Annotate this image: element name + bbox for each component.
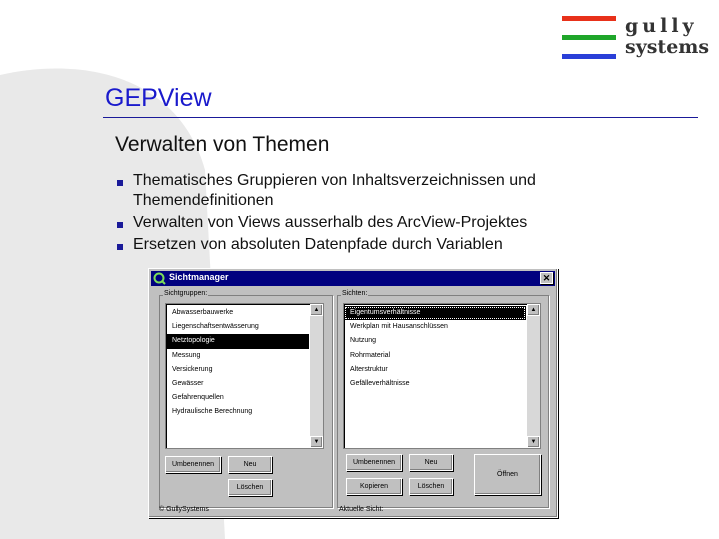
current-view-status: Aktuelle Sicht:: [339, 506, 384, 513]
scroll-down-arrow-icon[interactable]: ▼: [310, 436, 323, 448]
vertical-scrollbar[interactable]: [527, 304, 540, 448]
window-title: Sichtmanager: [169, 272, 229, 282]
sichtgruppen-label: Sichtgruppen:: [164, 290, 208, 297]
list-item[interactable]: Hydraulische Berechnung: [172, 408, 253, 416]
sichtgruppen-list[interactable]: [165, 303, 324, 449]
group-new-button[interactable]: Neu: [228, 456, 272, 473]
scroll-up-arrow-icon[interactable]: ▲: [527, 304, 540, 316]
bullet-text: Thematisches Gruppieren von Inhaltsverzeichnissen und Themendefinitionen: [133, 172, 536, 209]
group-rename-button[interactable]: Umbenennen: [165, 456, 221, 473]
list-item[interactable]: Nutzung: [350, 337, 377, 345]
bullet-text: Verwalten von Views ausserhalb des ArcView-Projektes: [133, 214, 528, 231]
gully-systems-logo: [562, 14, 712, 64]
green-stripe: [562, 35, 616, 40]
vertical-scrollbar[interactable]: [310, 304, 323, 448]
sichten-group: [337, 290, 549, 508]
bullet-square-icon: [117, 180, 123, 186]
bullet-text: Ersetzen von absoluten Datenpfade durch Variablen: [133, 236, 503, 253]
bullet-item: [115, 171, 615, 211]
scroll-down-arrow-icon[interactable]: ▼: [527, 436, 540, 448]
view-copy-button[interactable]: Kopieren: [346, 478, 402, 495]
sichtgruppen-group: [159, 290, 333, 508]
bullet-list: [115, 171, 615, 257]
list-item[interactable]: Rohrmaterial: [350, 351, 391, 359]
group-delete-button[interactable]: Löschen: [228, 479, 272, 496]
bullet-square-icon: [117, 222, 123, 228]
sichtmanager-window: [148, 268, 558, 518]
scroll-up-arrow-icon[interactable]: ▲: [310, 304, 323, 316]
bullet-square-icon: [117, 244, 123, 250]
copyright-status: © GullySystems: [159, 506, 209, 513]
open-button[interactable]: Öffnen: [474, 454, 541, 495]
red-stripe: [562, 16, 616, 21]
sichten-label: Sichten:: [342, 290, 368, 297]
list-item[interactable]: Liegenschaftsentwässerung: [172, 323, 259, 331]
view-delete-button[interactable]: Löschen: [409, 478, 453, 495]
list-item-selected[interactable]: Netztopologie: [166, 334, 309, 348]
bullet-item: [115, 213, 615, 233]
list-item[interactable]: Gefälleverhältnisse: [350, 379, 410, 387]
list-item[interactable]: Messung: [172, 351, 201, 359]
list-item[interactable]: Versickerung: [172, 365, 213, 373]
bullet-item: [115, 235, 615, 255]
close-button[interactable]: ✕: [540, 272, 553, 284]
logo-line1: gully: [625, 15, 698, 37]
list-item[interactable]: Werkplan mit Hausanschlüssen: [350, 323, 448, 331]
arcview-app-icon: [153, 272, 166, 285]
page-subtitle: Verwalten von Themen: [115, 133, 330, 156]
view-rename-button[interactable]: Umbenennen: [346, 454, 402, 471]
window-titlebar[interactable]: [151, 271, 555, 286]
list-item[interactable]: Gefahrenquellen: [172, 394, 224, 402]
list-item[interactable]: Abwasserbauwerke: [172, 309, 234, 316]
view-new-button[interactable]: Neu: [409, 454, 453, 471]
page-title: GEPView: [105, 84, 212, 112]
list-item[interactable]: Gewässer: [172, 379, 204, 387]
list-item[interactable]: Alterstruktur: [350, 365, 388, 373]
logo-line2: systems: [625, 36, 710, 58]
title-divider: [103, 117, 698, 118]
blue-stripe: [562, 54, 616, 59]
list-item-selected[interactable]: Eigentumsverhältnisse: [344, 306, 526, 320]
sichten-list[interactable]: [343, 303, 541, 449]
